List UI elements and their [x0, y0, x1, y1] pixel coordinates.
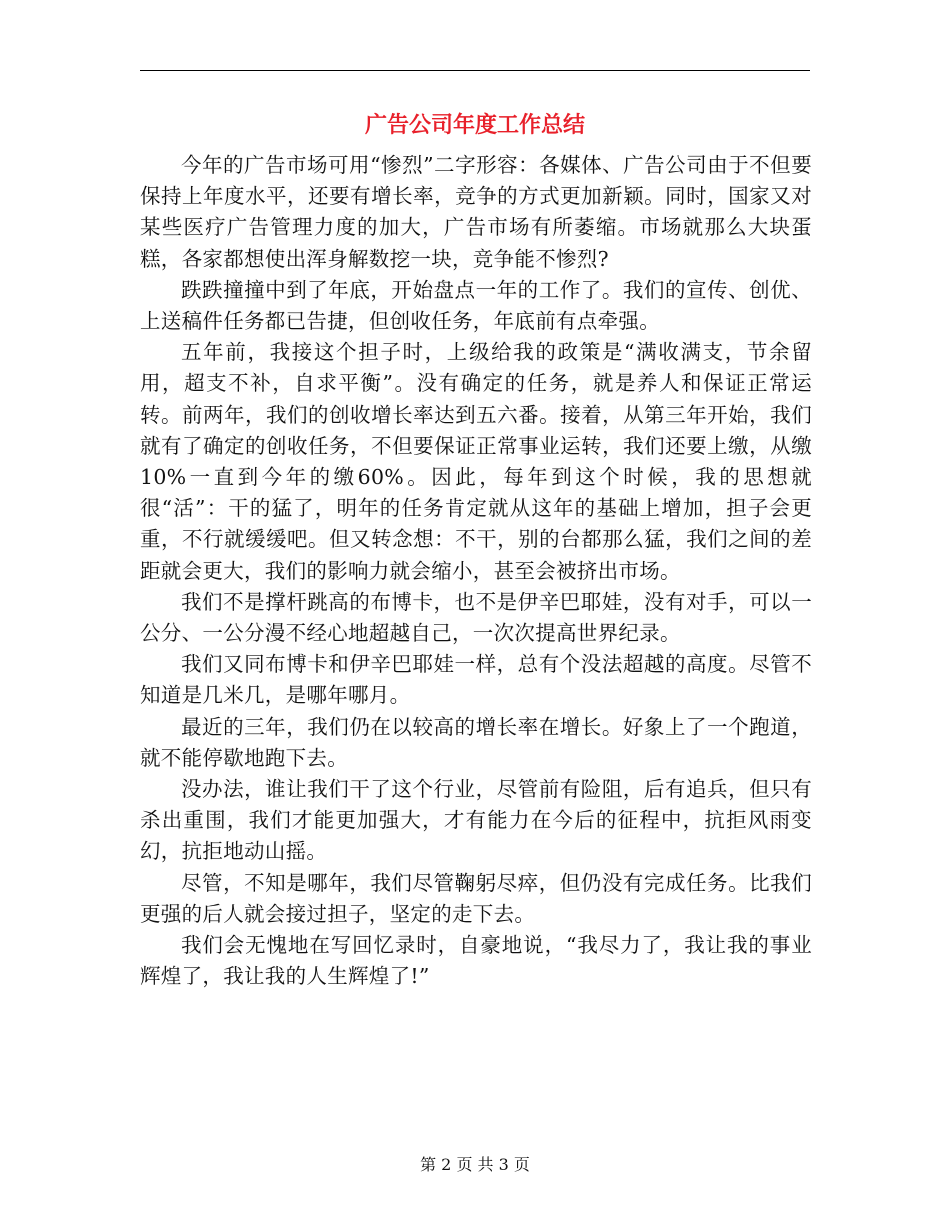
paragraph: 五年前，我接这个担子时，上级给我的政策是“满收满支，节余留用，超支不补，自求平衡”。没有确定的任务，就是养人和保证正常运转。前两年，我们的创收增长率达到五六番。接着，从第三年开始，我们就有了确定的创收任务，不但要保证正常事业运转，我们还要上缴，从缴10%一直到今年的缴60%。因此，每年到这个时候，我的思想就很“活”：干的猛了，明年的任务肯定就从这年的基础上增加，担子会更重，不行就缓缓吧。但又转念想：不干，别的台都那么猛，我们之间的差距就会更大，我们的影响力就会缩小，甚至会被挤出市场。 [140, 340, 812, 583]
document-title: 广告公司年度工作总结 [364, 112, 585, 138]
paragraph: 尽管，不知是哪年，我们尽管鞠躬尽瘁，但仍没有完成任务。比我们更强的后人就会接过担子，坚定的走下去。 [140, 870, 812, 926]
paragraph: 最近的三年，我们仍在以较高的增长率在增长。好象上了一个跑道，就不能停歇地跑下去。 [140, 714, 812, 770]
paragraph: 我们会无愧地在写回忆录时，自豪地说，“我尽力了，我让我的事业辉煌了，我让我的人生辉煌了!” [140, 933, 812, 989]
paragraph: 今年的广告市场可用“惨烈”二字形容：各媒体、广告公司由于不但要保持上年度水平，还要有增长率，竞争的方式更加新颖。同时，国家又对某些医疗广告管理力度的加大，广告市场有所萎缩。市场就那么大块蛋糕，各家都想使出浑身解数挖一块，竞争能不惨烈? [140, 153, 812, 271]
paragraph: 我们不是撑杆跳高的布博卡，也不是伊辛巴耶娃，没有对手，可以一公分、一公分漫不经心地超越自己，一次次提高世界纪录。 [140, 589, 812, 646]
document-body [140, 150, 812, 992]
paragraph: 我们又同布博卡和伊辛巴耶娃一样，总有个没法超越的高度。尽管不知道是几米几，是哪年哪月。 [140, 652, 812, 708]
paragraph: 跌跌撞撞中到了年底，开始盘点一年的工作了。我们的宣传、创优、上送稿件任务都已告捷，但创收任务，年底前有点牵强。 [140, 277, 812, 334]
page-number-footer: 第 2 页 共 3 页 [420, 1155, 530, 1174]
paragraph: 没办法，谁让我们干了这个行业，尽管前有险阻，后有追兵，但只有杀出重围，我们才能更加强大，才有能力在今后的征程中，抗拒风雨变幻，抗拒地动山摇。 [140, 777, 812, 864]
header-rule [140, 70, 810, 71]
